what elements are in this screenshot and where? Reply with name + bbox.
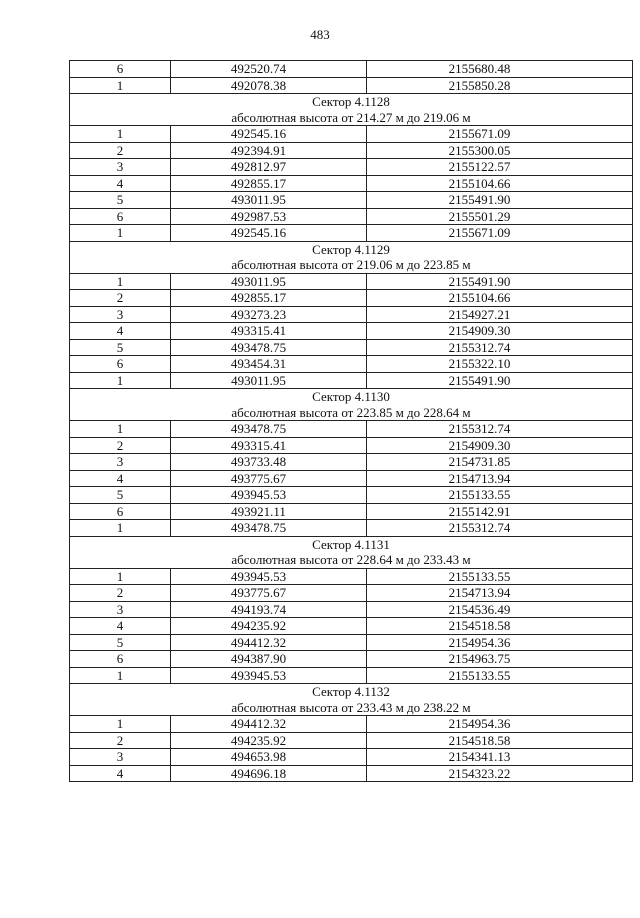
y-coordinate-cell: 2155671.09	[367, 126, 633, 143]
table-row	[70, 126, 633, 143]
x-coordinate-cell: 492855.17	[171, 290, 367, 307]
point-number-cell: 6	[70, 503, 171, 520]
point-number-cell: 4	[70, 175, 171, 192]
x-coordinate-cell: 492545.16	[171, 126, 367, 143]
x-coordinate-cell: 494696.18	[171, 765, 367, 782]
point-number-cell: 3	[70, 601, 171, 618]
point-number-cell: 4	[70, 618, 171, 635]
x-coordinate-cell: 492855.17	[171, 175, 367, 192]
x-coordinate-cell: 493478.75	[171, 520, 367, 537]
point-number-cell: 1	[70, 77, 171, 94]
table-row	[70, 520, 633, 537]
y-coordinate-cell: 2154341.13	[367, 749, 633, 766]
x-coordinate-cell: 492545.16	[171, 225, 367, 242]
table-row	[70, 601, 633, 618]
x-coordinate-cell: 492520.74	[171, 61, 367, 78]
point-number-cell: 6	[70, 61, 171, 78]
table-row	[70, 77, 633, 94]
table-row	[70, 651, 633, 668]
table-row	[70, 421, 633, 438]
table-row	[70, 290, 633, 307]
sector-title: Сектор 4.1131	[312, 536, 390, 552]
point-number-cell: 1	[70, 568, 171, 585]
point-number-cell: 4	[70, 765, 171, 782]
y-coordinate-cell: 2154536.49	[367, 601, 633, 618]
y-coordinate-cell: 2155312.74	[367, 520, 633, 537]
y-coordinate-cell: 2155122.57	[367, 159, 633, 176]
x-coordinate-cell: 493733.48	[171, 454, 367, 471]
table-row	[70, 503, 633, 520]
sector-title: Сектор 4.1128	[312, 94, 390, 109]
y-coordinate-cell: 2155501.29	[367, 208, 633, 225]
x-coordinate-cell: 492394.91	[171, 142, 367, 159]
x-coordinate-cell: 494412.32	[171, 634, 367, 651]
sector-header-row	[70, 241, 633, 273]
table-row	[70, 454, 633, 471]
x-coordinate-cell: 493775.67	[171, 470, 367, 487]
y-coordinate-cell: 2155312.74	[367, 339, 633, 356]
point-number-cell: 1	[70, 372, 171, 389]
x-coordinate-cell: 492078.38	[171, 77, 367, 94]
point-number-cell: 2	[70, 290, 171, 307]
table-row	[70, 470, 633, 487]
x-coordinate-cell: 493478.75	[171, 421, 367, 438]
point-number-cell: 2	[70, 585, 171, 602]
x-coordinate-cell: 494412.32	[171, 716, 367, 733]
y-coordinate-cell: 2155104.66	[367, 175, 633, 192]
page-number: 483	[310, 27, 330, 42]
y-coordinate-cell: 2154731.85	[367, 454, 633, 471]
sector-header	[70, 241, 633, 273]
x-coordinate-cell: 493011.95	[171, 372, 367, 389]
y-coordinate-cell: 2154713.94	[367, 585, 633, 602]
y-coordinate-cell: 2155312.74	[367, 421, 633, 438]
y-coordinate-cell: 2155491.90	[367, 372, 633, 389]
sector-altitude-range: абсолютная высота от 214.27 м до 219.06 м	[231, 109, 471, 125]
y-coordinate-cell: 2154323.22	[367, 765, 633, 782]
y-coordinate-cell: 2154909.30	[367, 323, 633, 340]
y-coordinate-cell: 2155680.48	[367, 61, 633, 78]
point-number-cell: 6	[70, 651, 171, 668]
point-number-cell: 5	[70, 634, 171, 651]
table-row	[70, 585, 633, 602]
sector-header	[70, 684, 633, 716]
x-coordinate-cell: 493273.23	[171, 306, 367, 323]
table-row	[70, 437, 633, 454]
point-number-cell: 5	[70, 487, 171, 504]
sector-header-row	[70, 536, 633, 568]
sector-header-row	[70, 684, 633, 716]
x-coordinate-cell: 493315.41	[171, 323, 367, 340]
y-coordinate-cell: 2154954.36	[367, 634, 633, 651]
point-number-cell: 6	[70, 208, 171, 225]
table-row	[70, 667, 633, 684]
table-row	[70, 159, 633, 176]
table-row	[70, 306, 633, 323]
y-coordinate-cell: 2155300.05	[367, 142, 633, 159]
point-number-cell: 3	[70, 454, 171, 471]
sector-header	[70, 536, 633, 568]
table-row	[70, 61, 633, 78]
y-coordinate-cell: 2155671.09	[367, 225, 633, 242]
y-coordinate-cell: 2154518.58	[367, 732, 633, 749]
x-coordinate-cell: 493011.95	[171, 192, 367, 209]
y-coordinate-cell: 2155133.55	[367, 568, 633, 585]
x-coordinate-cell: 494653.98	[171, 749, 367, 766]
point-number-cell: 2	[70, 142, 171, 159]
x-coordinate-cell: 492987.53	[171, 208, 367, 225]
table-row	[70, 323, 633, 340]
y-coordinate-cell: 2155104.66	[367, 290, 633, 307]
table-row	[70, 634, 633, 651]
table-row	[70, 765, 633, 782]
point-number-cell: 3	[70, 749, 171, 766]
y-coordinate-cell: 2155142.91	[367, 503, 633, 520]
table-row	[70, 208, 633, 225]
point-number-cell: 1	[70, 667, 171, 684]
x-coordinate-cell: 494387.90	[171, 651, 367, 668]
coordinates-table	[69, 60, 633, 782]
sector-altitude-range: абсолютная высота от 233.43 м до 238.22 м	[231, 699, 471, 715]
sector-altitude-range: абсолютная высота от 219.06 м до 223.85 м	[231, 257, 471, 272]
point-number-cell: 1	[70, 273, 171, 290]
x-coordinate-cell: 493011.95	[171, 273, 367, 290]
coordinates-table-body	[70, 61, 633, 782]
point-number-cell: 5	[70, 339, 171, 356]
table-row	[70, 568, 633, 585]
point-number-cell: 4	[70, 323, 171, 340]
x-coordinate-cell: 494235.92	[171, 732, 367, 749]
point-number-cell: 1	[70, 520, 171, 537]
point-number-cell: 1	[70, 421, 171, 438]
sector-title: Сектор 4.1129	[312, 241, 390, 257]
x-coordinate-cell: 494235.92	[171, 618, 367, 635]
sector-header	[70, 389, 633, 421]
table-row	[70, 273, 633, 290]
y-coordinate-cell: 2154963.75	[367, 651, 633, 668]
table-row	[70, 175, 633, 192]
y-coordinate-cell: 2154927.21	[367, 306, 633, 323]
point-number-cell: 5	[70, 192, 171, 209]
y-coordinate-cell: 2154713.94	[367, 470, 633, 487]
point-number-cell: 1	[70, 126, 171, 143]
point-number-cell: 2	[70, 732, 171, 749]
x-coordinate-cell: 493921.11	[171, 503, 367, 520]
y-coordinate-cell: 2154954.36	[367, 716, 633, 733]
point-number-cell: 1	[70, 225, 171, 242]
x-coordinate-cell: 493454.31	[171, 356, 367, 373]
y-coordinate-cell: 2155133.55	[367, 487, 633, 504]
table-row	[70, 372, 633, 389]
table-row	[70, 192, 633, 209]
sector-title: Сектор 4.1130	[312, 389, 390, 404]
table-row	[70, 142, 633, 159]
sector-altitude-range: абсолютная высота от 228.64 м до 233.43 м	[231, 552, 471, 567]
table-row	[70, 716, 633, 733]
point-number-cell: 3	[70, 306, 171, 323]
table-row	[70, 487, 633, 504]
table-row	[70, 749, 633, 766]
x-coordinate-cell: 493775.67	[171, 585, 367, 602]
table-row	[70, 618, 633, 635]
y-coordinate-cell: 2154909.30	[367, 437, 633, 454]
point-number-cell: 6	[70, 356, 171, 373]
sector-altitude-range: абсолютная высота от 223.85 м до 228.64 м	[231, 404, 471, 420]
x-coordinate-cell: 493945.53	[171, 568, 367, 585]
x-coordinate-cell: 493315.41	[171, 437, 367, 454]
table-row	[70, 339, 633, 356]
point-number-cell: 3	[70, 159, 171, 176]
point-number-cell: 2	[70, 437, 171, 454]
y-coordinate-cell: 2155322.10	[367, 356, 633, 373]
table-row	[70, 732, 633, 749]
sector-title: Сектор 4.1132	[312, 684, 390, 699]
y-coordinate-cell: 2155491.90	[367, 192, 633, 209]
x-coordinate-cell: 492812.97	[171, 159, 367, 176]
y-coordinate-cell: 2155491.90	[367, 273, 633, 290]
sector-header	[70, 94, 633, 126]
y-coordinate-cell: 2154518.58	[367, 618, 633, 635]
y-coordinate-cell: 2155850.28	[367, 77, 633, 94]
table-row	[70, 356, 633, 373]
sector-header-row	[70, 389, 633, 421]
x-coordinate-cell: 493945.53	[171, 487, 367, 504]
point-number-cell: 1	[70, 716, 171, 733]
x-coordinate-cell: 493945.53	[171, 667, 367, 684]
table-row	[70, 225, 633, 242]
y-coordinate-cell: 2155133.55	[367, 667, 633, 684]
sector-header-row	[70, 94, 633, 126]
point-number-cell: 4	[70, 470, 171, 487]
x-coordinate-cell: 493478.75	[171, 339, 367, 356]
x-coordinate-cell: 494193.74	[171, 601, 367, 618]
